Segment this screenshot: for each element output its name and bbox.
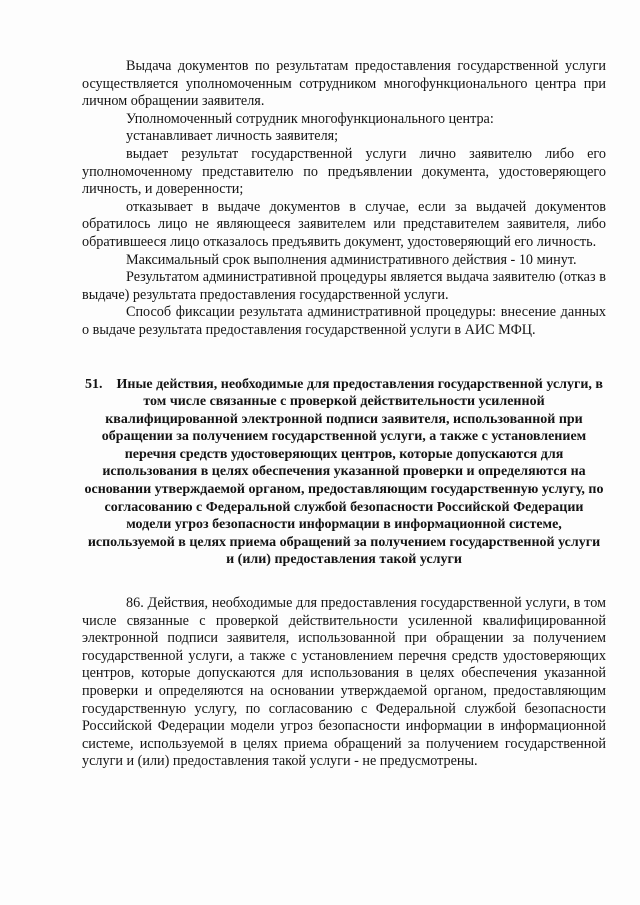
paragraph-result: Результатом административной процедуры является выдача заявителю (отказ в выдаче) результата предоставления государственной услуги. [82,269,606,303]
paragraph-issuance: Выдача документов по результатам предоставления государственной услуги осуществляется уполномоченным сотрудником многофункционального центра при личном обращении заявителя. [82,58,606,110]
paragraph-employee: Уполномоченный сотрудник многофункционального центра: [126,110,494,127]
paragraph-fixation: Способ фиксации результата административной процедуры: внесение данных о выдаче результата предоставления государственной услуги в АИС МФЦ. [82,304,606,338]
section-title: Иные действия, необходимые для предоставления государственной услуги, в том числе связанные с проверкой действительности усиленной квалифицированной электронной подписи заявителя, использованной при обращении за получением государственной услуги, а также с установлением перечня средств удостоверяющих центров, которые допускаются для использования в целях обеспечения указанной проверки и определяются на основании утверждаемой органом, предоставляющим государственную услугу, по согласованию с Федеральной службой безопасности Российской Федерации модели угроз безопасности информации в информационной системе, используемой в целях приема обращений за получением государственной услуги и (или) предоставления такой услуги [84,376,604,568]
paragraph-refuses: отказывает в выдаче документов в случае, если за выдачей документов обратилось лицо не являющееся заявителем или представителем заявителя, либо обратившееся лицо отказалось предъявить документ, удостоверяющий его личность. [82,198,606,250]
document-body [82,58,606,771]
paragraph-delivers: выдает результат государственной услуги лично заявителю либо его уполномоченному представителю по предъявлении документа, удостоверяющего личность, и доверенности; [82,145,606,198]
paragraph-max-time: Максимальный срок выполнения административного действия - 10 минут. [126,251,577,268]
section-number: 51. [85,376,103,392]
paragraph-identify: устанавливает личность заявителя; [126,128,339,145]
section-heading [82,376,606,570]
paragraph-86: 86. Действия, необходимые для предоставления государственной услуги, в том числе связанные с проверкой действительности усиленной квалифицированной электронной подписи заявителя, использованной при обращении за получением государственной услуги, а также с установлением перечня средств удостоверяющих центров, которые допускаются для использования в целях обеспечения указанной проверки и определяются на основании утверждаемой органом, предоставляющим государственную услугу, по согласованию с Федеральной службой безопасности Российской Федерации модели угроз безопасности информации в информационной системе, используемой в целях приема обращений за получением государственной услуги и (или) предоставления такой услуги - не предусмотрены. [82,595,606,770]
